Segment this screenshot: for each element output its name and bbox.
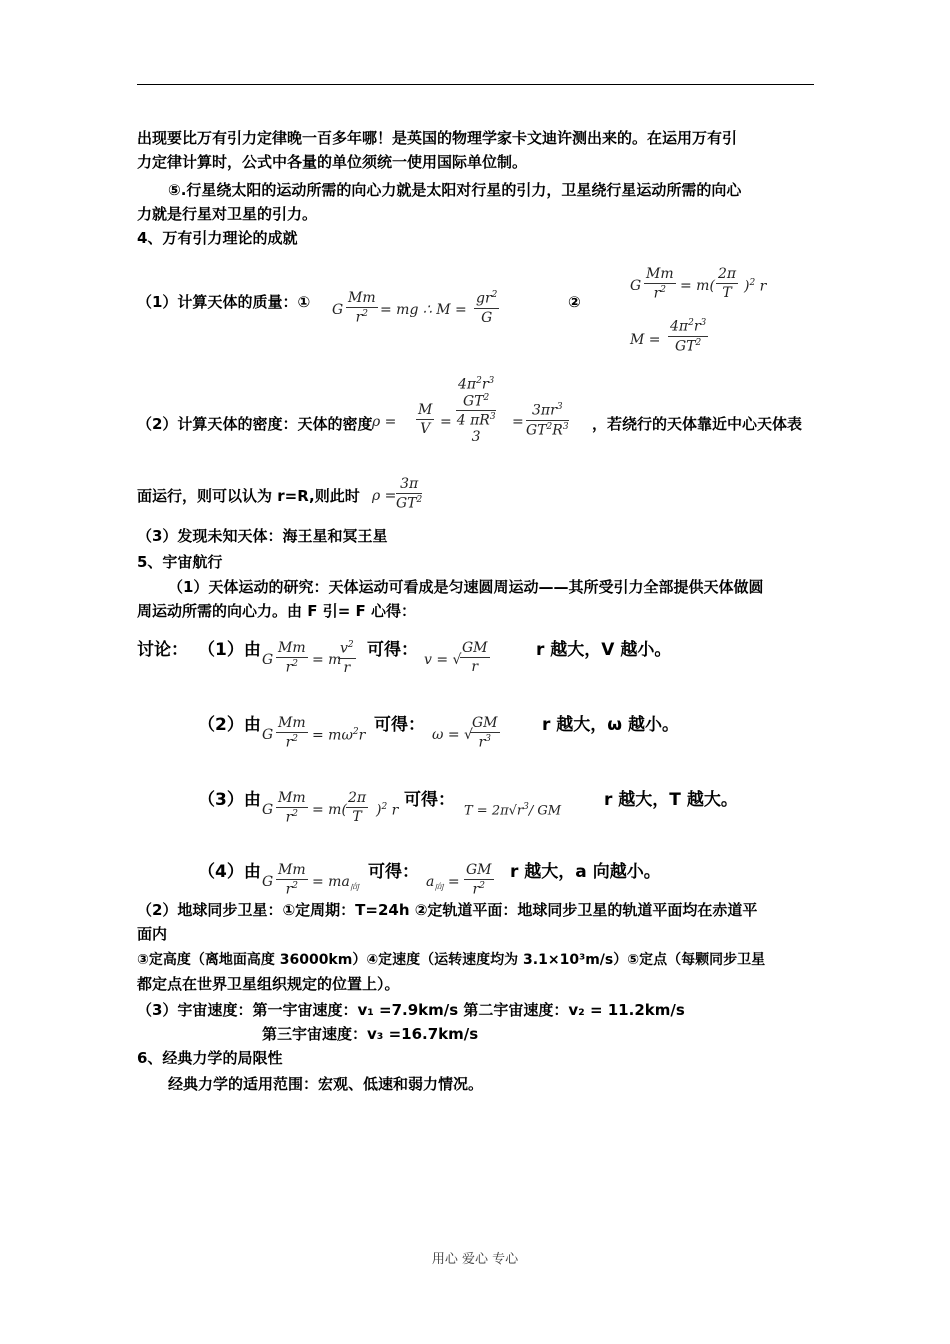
text-line: 力定律计算时，公式中各量的单位须统一使用国际单位制。 [137, 153, 528, 171]
result-text: r 越大，ω 越小。 [542, 715, 679, 735]
formula-frac: $\frac{v^2}{r}$ [340, 640, 354, 676]
text-get: 可得： [404, 790, 455, 810]
header-rule [137, 84, 814, 85]
formula-text: )$^2$ r [744, 278, 767, 295]
formula-text: = m [312, 652, 342, 668]
section-heading: 6、经典力学的局限性 [137, 1049, 283, 1067]
result-text: r 越大，a 向越小。 [510, 862, 661, 882]
formula-text: = $m\omega^2r$ [312, 727, 366, 744]
discussion-label: 讨论： [137, 640, 188, 660]
text-line: （1）计算天体的质量：① [137, 293, 311, 311]
formula-frac: $\frac{4\pi^2r^3}{GT^2}$ [670, 318, 707, 355]
formula-result-2: ω = √ [432, 727, 473, 743]
formula-text: = [440, 414, 452, 430]
case-label: （4）由 [198, 862, 261, 882]
formula-text: = mg ∴ M = [380, 302, 467, 318]
formula-result-1: v = √ [424, 652, 462, 668]
text-line: 面内 [137, 925, 168, 943]
case-label: （1）由 [198, 640, 261, 660]
formula-case-4: G [262, 874, 274, 890]
formula-text: = m( [312, 802, 347, 818]
formula-frac: $\frac{M}{V}$ [418, 402, 433, 437]
text-line: （2）地球同步卫星：①定周期：T=24h ②定轨道平面：地球同步卫星的轨道平面均在赤道平 [137, 901, 758, 919]
text-line: 第三宇宙速度：v₃ =16.7km/s [262, 1025, 479, 1043]
text-line: ，若绕行的天体靠近中心天体表 [592, 415, 803, 433]
text-get: 可得： [368, 862, 419, 882]
formula-text: M = [630, 332, 661, 348]
text-line: 周运动所需的向心力。由 F 引= F 心得： [137, 602, 416, 620]
text-line: 出现要比万有引力定律晚一百多年哪！是英国的物理学家卡文迪许测出来的。在运用万有引 [137, 129, 738, 147]
text-line: ② [568, 293, 581, 311]
formula-frac: $\frac{3\pi}{GT^2}$ [396, 476, 423, 512]
formula-frac: $\frac{Mm}{r^2}$ [278, 790, 306, 826]
case-label: （2）由 [198, 715, 261, 735]
text-line: 力就是行星对卫星的引力。 [137, 205, 318, 223]
formula-frac: $\frac{Mm}{r^2}$ [278, 862, 306, 898]
formula-frac: $\frac{Mm}{r^2}$ [278, 640, 306, 676]
text-line: （1）天体运动的研究：天体运动可看成是匀速圆周运动——其所受引力全部提供天体做圆 [168, 578, 764, 596]
text-line: （3）发现未知天体：海王星和冥王星 [137, 527, 388, 545]
formula-result-3: $T = 2\pi√r^3/$ GM [464, 802, 562, 819]
case-label: （3）由 [198, 790, 261, 810]
formula-frac: $\frac{GM}{r}$ [462, 640, 488, 675]
text-line: 经典力学的适用范围：宏观、低速和弱力情况。 [168, 1075, 484, 1093]
text-get: 可得： [374, 715, 425, 735]
text-line: （2）计算天体的密度：天体的密度 [137, 415, 373, 433]
formula-mass-2: G [630, 278, 642, 294]
formula-text: = $ma_向$ [312, 874, 359, 893]
formula-frac: $\frac{GM}{r^2}$ [466, 862, 492, 898]
text-get: 可得： [367, 640, 418, 660]
formula-frac: $4\pi^2r^3$ $GT^2$ 4 $\pi R^3$ 3 [456, 376, 496, 445]
text-line: （3）宇宙速度：第一宇宙速度：v₁ =7.9km/s 第二宇宙速度：v₂ = 11.2km/s [137, 1001, 685, 1019]
text-line: ⑤.行星绕太阳的运动所需的向心力就是太阳对行星的引力，卫星绕行星运动所需的向心 [168, 181, 742, 199]
formula-frac: $\frac{3\pi r^3}{GT^2R^3}$ [526, 402, 569, 439]
formula-frac: $\frac{2\pi}{T}$ [348, 790, 367, 825]
formula-text: )$^2$ r [376, 802, 399, 819]
formula-case-2: G [262, 727, 274, 743]
formula-text: = [512, 414, 524, 430]
page-footer: 用心 爱心 专心 [431, 1252, 519, 1267]
section-heading: 5、宇宙航行 [137, 553, 223, 571]
text-line: 都定点在世界卫星组织规定的位置上）。 [137, 975, 400, 993]
section-heading: 4、万有引力理论的成就 [137, 229, 298, 247]
formula-frac: $\frac{gr^2}{G}$ [476, 290, 498, 326]
formula-case-3: G [262, 802, 274, 818]
formula-case-1: G [262, 652, 274, 668]
formula-result-4: $a_向$ = [426, 874, 460, 893]
text-line: 面运行，则可以认为 r=R,则此时 [137, 487, 360, 505]
formula-frac: $\frac{Mm}{r^2}$ [278, 715, 306, 751]
formula-frac: $\frac{2\pi}{T}$ [718, 266, 737, 301]
formula-mass-1: G [332, 302, 344, 318]
formula-text: = m( [680, 278, 715, 294]
formula-density-2: ρ = [372, 488, 397, 504]
result-text: r 越大，T 越大。 [604, 790, 738, 810]
text-line: ③定高度（离地面高度 36000km）④定速度（运转速度均为 3.1×10³m/s）⑤定点（每颗同步卫星 [137, 952, 766, 968]
result-text: r 越大，V 越小。 [536, 640, 672, 660]
formula-frac: $\frac{Mm}{r^2}$ [646, 266, 674, 302]
formula-frac: $\frac{GM}{r^3}$ [472, 715, 498, 751]
formula-density: ρ = [372, 414, 397, 430]
formula-frac: $\frac{Mm}{r^2}$ [348, 290, 376, 326]
